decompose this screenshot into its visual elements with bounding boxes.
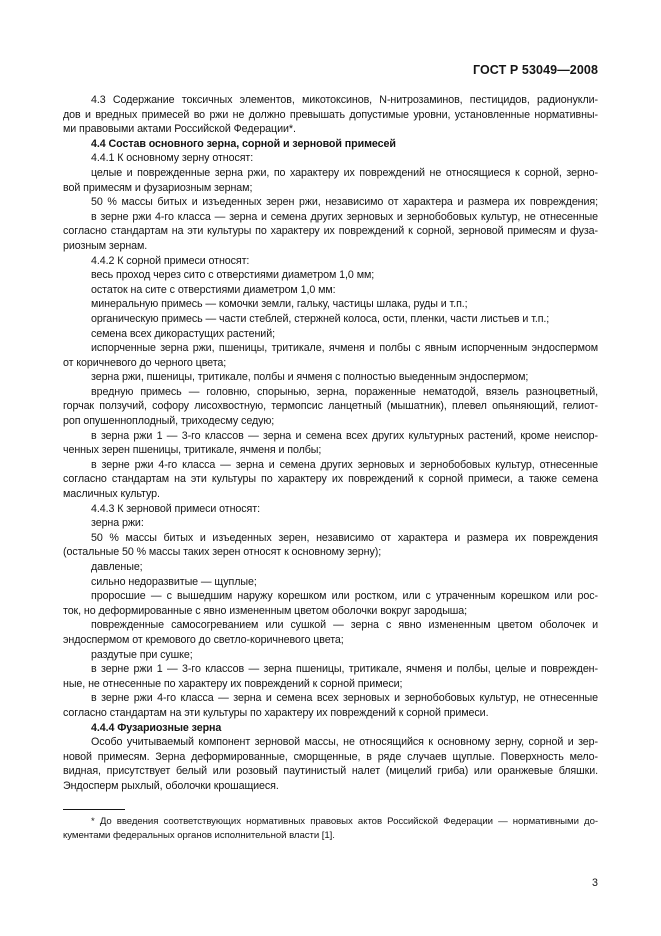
text-line: ные, не отнесенные по характеру их повреждений к сорной примеси; (63, 677, 403, 690)
text-line: согласно стандартам на эти культуры по характеру их повреждений к сорной, зерновой примесям и фуза- (63, 225, 598, 238)
text-line: дов и вредных примесей во ржи не должно превышать допустимые уровни, установленные нормативны- (63, 108, 598, 121)
list-item (63, 589, 598, 618)
list-item (63, 195, 598, 210)
list-item (63, 618, 598, 647)
text-line: 50 % массы битых и изъеденных зерен ржи, независимо от характера и размера их повреждения; (91, 196, 598, 209)
document-body (63, 93, 598, 794)
footnote-line: кументами федеральных органов исполнительной власти [1]. (63, 829, 335, 841)
list-item (63, 312, 598, 327)
footnote-separator (63, 809, 125, 810)
text-line: риозным зернам. (63, 239, 148, 252)
text-line: остаток на сите с отверстиями диаметром 1,0 мм: (91, 283, 336, 296)
page-number: 3 (592, 877, 598, 889)
clause-4-3 (63, 93, 598, 137)
text-line: зерна ржи: (91, 517, 144, 530)
text-line: в зерне ржи 4-го класса — зерна и семена других зерновых и зернобобовых культур, отнесенные (91, 458, 598, 471)
text-line: ток, но деформированные с явно измененным цветом оболочки вокруг зародыша; (63, 604, 468, 617)
text-line: 4.3 Содержание токсичных элементов, микотоксинов, N-нитрозаминов, пестицидов, радионукли- (91, 94, 598, 106)
text-line: сильно недоразвитые — щуплые; (91, 575, 257, 588)
text-line: вредную примесь — головню, спорынью, зерна, пораженные нематодой, вязель разноцветный, (91, 385, 598, 398)
section-heading-4-4-4: 4.4.4 Фузариозные зерна (91, 721, 222, 734)
text-line: в зерне ржи 4-го класса — зерна и семена всех зерновых и зернобобовых культур, не отнесенные (91, 692, 598, 705)
text-line: горчак ползучий, софору лисохвостную, термопсис ланцетный (мышатник), плевел опьяняющий, гелиот- (63, 400, 598, 413)
clause-4-4-1 (63, 151, 598, 253)
text-line: 50 % массы битых и изъеденных зерен, независимо от характера и размера их повреждения (91, 531, 598, 544)
list-item (63, 297, 598, 312)
list-item (63, 283, 598, 298)
text-line: масличных культур. (63, 488, 160, 501)
list-item (63, 648, 598, 663)
text-line: согласно стандартам на эти культуры по характеру их повреждений к сорной примеси. (63, 706, 489, 719)
list-item (63, 560, 598, 575)
text-line: испорченные зерна ржи, пшеницы, тритикале, ячменя и полбы с явным испорченным эндоспермом (91, 342, 598, 355)
list-item (63, 341, 598, 370)
text-line: зерна ржи, пшеницы, тритикале, полбы и ячменя с полностью выеденным эндоспермом; (91, 371, 529, 384)
text-line: в зерна ржи 1 — 3-го классов — зерна и семена всех других культурных растений, кроме неиспор- (91, 429, 598, 442)
clause-4-4-4 (63, 721, 598, 794)
text-line: Эндосперм рыхлый, оболочки крошащиеся. (63, 779, 279, 792)
text-line: раздутые при сушке; (91, 648, 193, 661)
footnote (63, 815, 598, 843)
text-line: весь проход через сито с отверстиями диаметром 1,0 мм; (91, 269, 375, 282)
text-line: вой примесям и фузариозным зернам; (63, 181, 253, 194)
list-item (63, 385, 598, 429)
text-line: минеральную примесь — комочки земли, гальку, частицы шлака, руды и т.п.; (91, 298, 468, 311)
text-line: роп опушенноплодный, триходесму седую; (63, 415, 275, 428)
clause-intro: 4.4.1 К основному зерну относят: (91, 152, 254, 165)
text-line: (остальные 50 % массы таких зерен относят к основному зерну); (63, 546, 382, 559)
text-line: от коричневого до черного цвета; (63, 356, 227, 369)
text-line: в зерне ржи 1 — 3-го классов — зерна пшеницы, тритикале, ячменя и полбы, целые и поврежден- (91, 663, 598, 676)
section-heading-4-4: 4.4 Состав основного зерна, сорной и зерновой примесей (91, 137, 396, 150)
text-line: новой примесям. Зерна деформированные, сморщенные, в ряде случаев щуплые. Поверхность мело- (63, 750, 598, 763)
text-line: органическую примесь — части стеблей, стержней колоса, ости, пленки, части листьев и т.п.; (91, 312, 550, 325)
clause-intro: 4.4.2 К сорной примеси относят: (91, 254, 250, 267)
list-item (63, 210, 598, 254)
text-line: видная, присутствует белый или розовый паутинистый налет (мицелий гриба) или оранжевые бляшки. (63, 765, 598, 778)
list-item (63, 166, 598, 195)
text-line: давленые; (91, 561, 143, 573)
text-line: в зерне ржи 4-го класса — зерна и семена других зерновых и зернобобовых культур, не отнесенные (91, 210, 598, 223)
list-item (63, 516, 598, 531)
text-line: целые и поврежденные зерна ржи, по характеру их повреждений не относящиеся к сорной, зерно- (91, 166, 598, 179)
text-line: эндоспермом от кремового до светло-коричневого цвета; (63, 633, 344, 646)
list-item (63, 458, 598, 502)
list-item (63, 327, 598, 342)
list-item (63, 531, 598, 560)
list-item (63, 662, 598, 691)
list-item (63, 370, 598, 385)
text-line: согласно стандартам на эти культуры по характеру их повреждений к сорной примеси, а также семена (63, 473, 598, 486)
text-line: поврежденные самосогреванием или сушкой — зерна с явно измененным цветом оболочек и (91, 619, 598, 632)
text-line: Особо учитываемый компонент зерновой массы, не относящийся к основному зерну, сорной и зер- (91, 736, 598, 749)
list-item (63, 575, 598, 590)
text-line: ми правовыми актами Российской Федерации*. (63, 123, 296, 136)
list-item (63, 691, 598, 720)
paragraph (63, 735, 598, 793)
text-line: проросшие — с вышедшим наружу корешком или ростком, или с утраченным корешком или рос- (91, 590, 598, 603)
text-line: ченных зерен пшеницы, тритикале, ячменя и полбы; (63, 444, 322, 457)
list-item (63, 429, 598, 458)
clause-4-4-3 (63, 502, 598, 721)
clause-4-4-2 (63, 254, 598, 502)
list-item (63, 268, 598, 283)
document-number: ГОСТ Р 53049—2008 (472, 63, 598, 77)
text-line: семена всех дикорастущих растений; (91, 327, 275, 340)
footnote-line: * До введения соответствующих нормативных правовых актов Российской Федерации — нормативными до- (91, 816, 598, 827)
clause-intro: 4.4.3 К зерновой примеси относят: (91, 502, 260, 515)
